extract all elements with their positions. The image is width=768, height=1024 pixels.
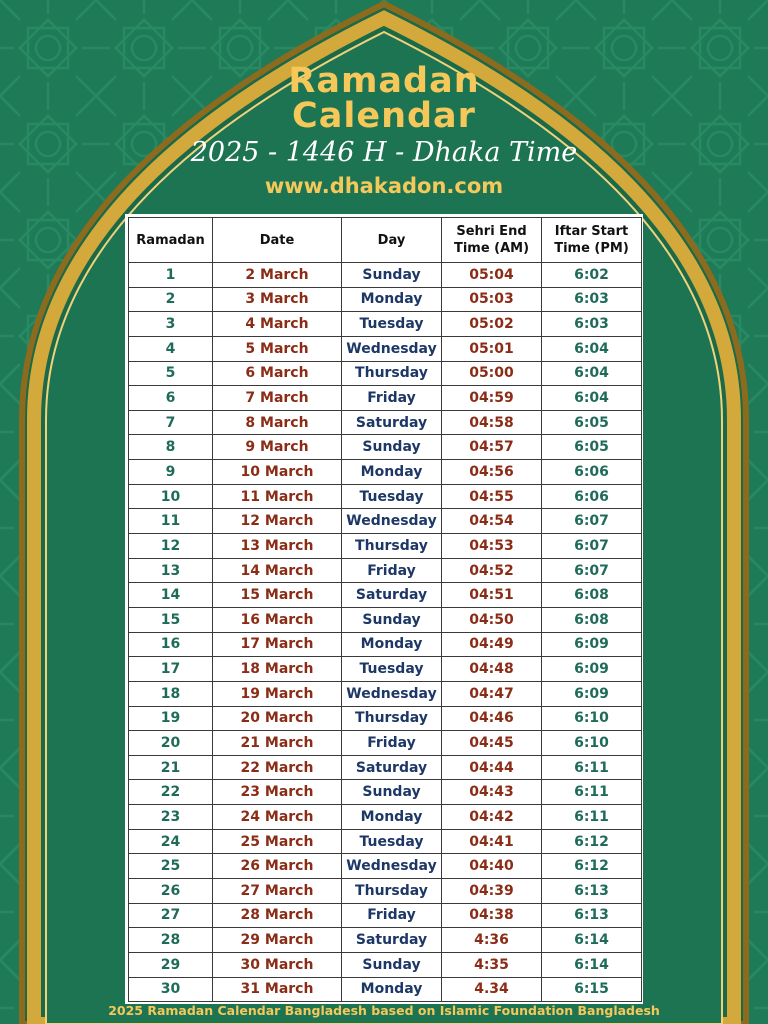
iftar-time-cell: 6:07 [542,534,642,559]
sehri-time-cell: 04:44 [442,755,542,780]
iftar-time-cell: 6:09 [542,657,642,682]
column-header [442,218,542,263]
ramadan-day-cell: 15 [129,607,213,632]
iftar-time-cell: 6:14 [542,928,642,953]
table-header [129,218,642,263]
table-row [129,460,642,485]
weekday-cell: Monday [342,805,442,830]
iftar-time-cell: 6:05 [542,410,642,435]
iftar-time-cell: 6:04 [542,386,642,411]
weekday-cell: Friday [342,903,442,928]
date-cell: 5 March [213,336,342,361]
weekday-cell: Tuesday [342,312,442,337]
weekday-cell: Wednesday [342,681,442,706]
ramadan-day-cell: 23 [129,805,213,830]
sehri-time-cell: 04:51 [442,583,542,608]
date-cell: 2 March [213,263,342,288]
table-row [129,435,642,460]
table-row [129,386,642,411]
column-header-line1: Sehri End [456,224,527,239]
iftar-time-cell: 6:11 [542,805,642,830]
weekday-cell: Sunday [342,263,442,288]
sehri-time-cell: 04:49 [442,632,542,657]
ramadan-day-cell: 2 [129,287,213,312]
weekday-cell: Monday [342,287,442,312]
column-header [542,218,642,263]
sehri-time-cell: 04:43 [442,780,542,805]
table-row [129,534,642,559]
ramadan-day-cell: 10 [129,484,213,509]
sehri-time-cell: 04:53 [442,534,542,559]
weekday-cell: Tuesday [342,657,442,682]
sehri-time-cell: 04:55 [442,484,542,509]
weekday-cell: Monday [342,632,442,657]
iftar-time-cell: 6:12 [542,829,642,854]
ramadan-day-cell: 8 [129,435,213,460]
sehri-time-cell: 05:00 [442,361,542,386]
date-cell: 26 March [213,854,342,879]
ramadan-day-cell: 30 [129,977,213,1002]
weekday-cell: Wednesday [342,854,442,879]
weekday-cell: Tuesday [342,484,442,509]
date-cell: 16 March [213,607,342,632]
sehri-time-cell: 05:02 [442,312,542,337]
iftar-time-cell: 6:13 [542,879,642,904]
table-row [129,780,642,805]
table-row [129,854,642,879]
ramadan-day-cell: 25 [129,854,213,879]
ramadan-day-cell: 12 [129,534,213,559]
date-cell: 31 March [213,977,342,1002]
sehri-time-cell: 04:57 [442,435,542,460]
weekday-cell: Saturday [342,583,442,608]
header-row [129,218,642,263]
date-cell: 18 March [213,657,342,682]
sehri-time-cell: 04:38 [442,903,542,928]
iftar-time-cell: 6:03 [542,287,642,312]
weekday-cell: Thursday [342,534,442,559]
iftar-time-cell: 6:02 [542,263,642,288]
iftar-time-cell: 6:15 [542,977,642,1002]
iftar-time-cell: 6:05 [542,435,642,460]
table-row [129,509,642,534]
table-row [129,706,642,731]
iftar-time-cell: 6:11 [542,780,642,805]
ramadan-day-cell: 13 [129,558,213,583]
ramadan-day-cell: 11 [129,509,213,534]
ramadan-day-cell: 21 [129,755,213,780]
sehri-time-cell: 04:52 [442,558,542,583]
sehri-time-cell: 4.34 [442,977,542,1002]
table-row [129,952,642,977]
sehri-time-cell: 04:50 [442,607,542,632]
weekday-cell: Sunday [342,780,442,805]
table-row [129,928,642,953]
iftar-time-cell: 6:12 [542,854,642,879]
column-header-line1: Ramadan [136,232,205,248]
weekday-cell: Wednesday [342,336,442,361]
table-row [129,410,642,435]
ramadan-day-cell: 29 [129,952,213,977]
date-cell: 7 March [213,386,342,411]
column-header [129,218,213,263]
weekday-cell: Thursday [342,879,442,904]
column-header-line1: Date [259,232,295,248]
sehri-time-cell: 04:45 [442,731,542,756]
sehri-time-cell: 05:01 [442,336,542,361]
date-cell: 19 March [213,681,342,706]
iftar-time-cell: 6:11 [542,755,642,780]
title-line-1: Ramadan [288,61,480,101]
sehri-time-cell: 04:42 [442,805,542,830]
date-cell: 13 March [213,534,342,559]
table-row [129,829,642,854]
table-row [129,755,642,780]
table-row [129,681,642,706]
ramadan-timetable [125,214,643,1004]
weekday-cell: Thursday [342,706,442,731]
iftar-time-cell: 6:07 [542,509,642,534]
table-row [129,731,642,756]
iftar-time-cell: 6:13 [542,903,642,928]
date-cell: 23 March [213,780,342,805]
date-cell: 4 March [213,312,342,337]
ramadan-day-cell: 6 [129,386,213,411]
column-header-line1: Iftar Start [554,224,629,239]
weekday-cell: Thursday [342,361,442,386]
weekday-cell: Saturday [342,928,442,953]
column-header-line2: Time (PM) [554,241,629,256]
timetable [128,217,642,1002]
ramadan-day-cell: 22 [129,780,213,805]
sehri-time-cell: 04:48 [442,657,542,682]
title-line-2: Calendar [292,96,476,136]
ramadan-day-cell: 17 [129,657,213,682]
ramadan-day-cell: 3 [129,312,213,337]
date-cell: 22 March [213,755,342,780]
table-row [129,484,642,509]
ramadan-day-cell: 19 [129,706,213,731]
ramadan-day-cell: 24 [129,829,213,854]
table-row [129,607,642,632]
sehri-time-cell: 04:39 [442,879,542,904]
table-row [129,879,642,904]
table-row [129,583,642,608]
sehri-time-cell: 05:04 [442,263,542,288]
date-cell: 24 March [213,805,342,830]
sehri-time-cell: 04:41 [442,829,542,854]
sehri-time-cell: 05:03 [442,287,542,312]
weekday-cell: Saturday [342,410,442,435]
weekday-cell: Saturday [342,755,442,780]
date-cell: 21 March [213,731,342,756]
column-header [213,218,342,263]
weekday-cell: Friday [342,558,442,583]
iftar-time-cell: 6:06 [542,484,642,509]
sehri-time-cell: 04:58 [442,410,542,435]
sehri-time-cell: 4:35 [442,952,542,977]
date-cell: 29 March [213,928,342,953]
date-cell: 30 March [213,952,342,977]
column-header-line2: Time (AM) [453,241,530,256]
iftar-time-cell: 6:08 [542,583,642,608]
weekday-cell: Tuesday [342,829,442,854]
iftar-time-cell: 6:14 [542,952,642,977]
sehri-time-cell: 04:56 [442,460,542,485]
column-header [342,218,442,263]
date-cell: 11 March [213,484,342,509]
weekday-cell: Friday [342,731,442,756]
iftar-time-cell: 6:09 [542,681,642,706]
ramadan-day-cell: 1 [129,263,213,288]
sehri-time-cell: 04:47 [442,681,542,706]
weekday-cell: Sunday [342,435,442,460]
ramadan-day-cell: 27 [129,903,213,928]
sehri-time-cell: 04:59 [442,386,542,411]
weekday-cell: Wednesday [342,509,442,534]
date-cell: 14 March [213,558,342,583]
date-cell: 17 March [213,632,342,657]
date-cell: 20 March [213,706,342,731]
subtitle: 2025 - 1446 H - Dhaka Time [190,137,578,168]
iftar-time-cell: 6:10 [542,731,642,756]
date-cell: 27 March [213,879,342,904]
sehri-time-cell: 04:40 [442,854,542,879]
table-row [129,657,642,682]
date-cell: 25 March [213,829,342,854]
sehri-time-cell: 04:54 [442,509,542,534]
table-row [129,336,642,361]
date-cell: 9 March [213,435,342,460]
date-cell: 3 March [213,287,342,312]
weekday-cell: Sunday [342,607,442,632]
weekday-cell: Friday [342,386,442,411]
iftar-time-cell: 6:07 [542,558,642,583]
table-row [129,977,642,1002]
table-row [129,558,642,583]
ramadan-day-cell: 5 [129,361,213,386]
date-cell: 8 March [213,410,342,435]
date-cell: 15 March [213,583,342,608]
iftar-time-cell: 6:04 [542,336,642,361]
sehri-time-cell: 04:46 [442,706,542,731]
ramadan-day-cell: 16 [129,632,213,657]
ramadan-day-cell: 18 [129,681,213,706]
table-row [129,287,642,312]
footer-note: 2025 Ramadan Calendar Bangladesh based on Islamic Foundation Bangladesh [108,1003,660,1018]
table-row [129,903,642,928]
ramadan-day-cell: 26 [129,879,213,904]
ramadan-day-cell: 4 [129,336,213,361]
table-body [129,263,642,1002]
table-row [129,805,642,830]
iftar-time-cell: 6:08 [542,607,642,632]
ramadan-day-cell: 28 [129,928,213,953]
iftar-time-cell: 6:03 [542,312,642,337]
ramadan-day-cell: 7 [129,410,213,435]
ramadan-day-cell: 9 [129,460,213,485]
table-row [129,361,642,386]
weekday-cell: Monday [342,460,442,485]
weekday-cell: Monday [342,977,442,1002]
iftar-time-cell: 6:04 [542,361,642,386]
sehri-time-cell: 4:36 [442,928,542,953]
ramadan-day-cell: 14 [129,583,213,608]
ramadan-day-cell: 20 [129,731,213,756]
iftar-time-cell: 6:06 [542,460,642,485]
date-cell: 10 March [213,460,342,485]
table-row [129,263,642,288]
iftar-time-cell: 6:10 [542,706,642,731]
table-row [129,632,642,657]
date-cell: 6 March [213,361,342,386]
date-cell: 28 March [213,903,342,928]
column-header-line1: Day [377,232,406,248]
table-row [129,312,642,337]
iftar-time-cell: 6:09 [542,632,642,657]
weekday-cell: Sunday [342,952,442,977]
website-link[interactable]: www.dhakadon.com [264,174,504,198]
date-cell: 12 March [213,509,342,534]
